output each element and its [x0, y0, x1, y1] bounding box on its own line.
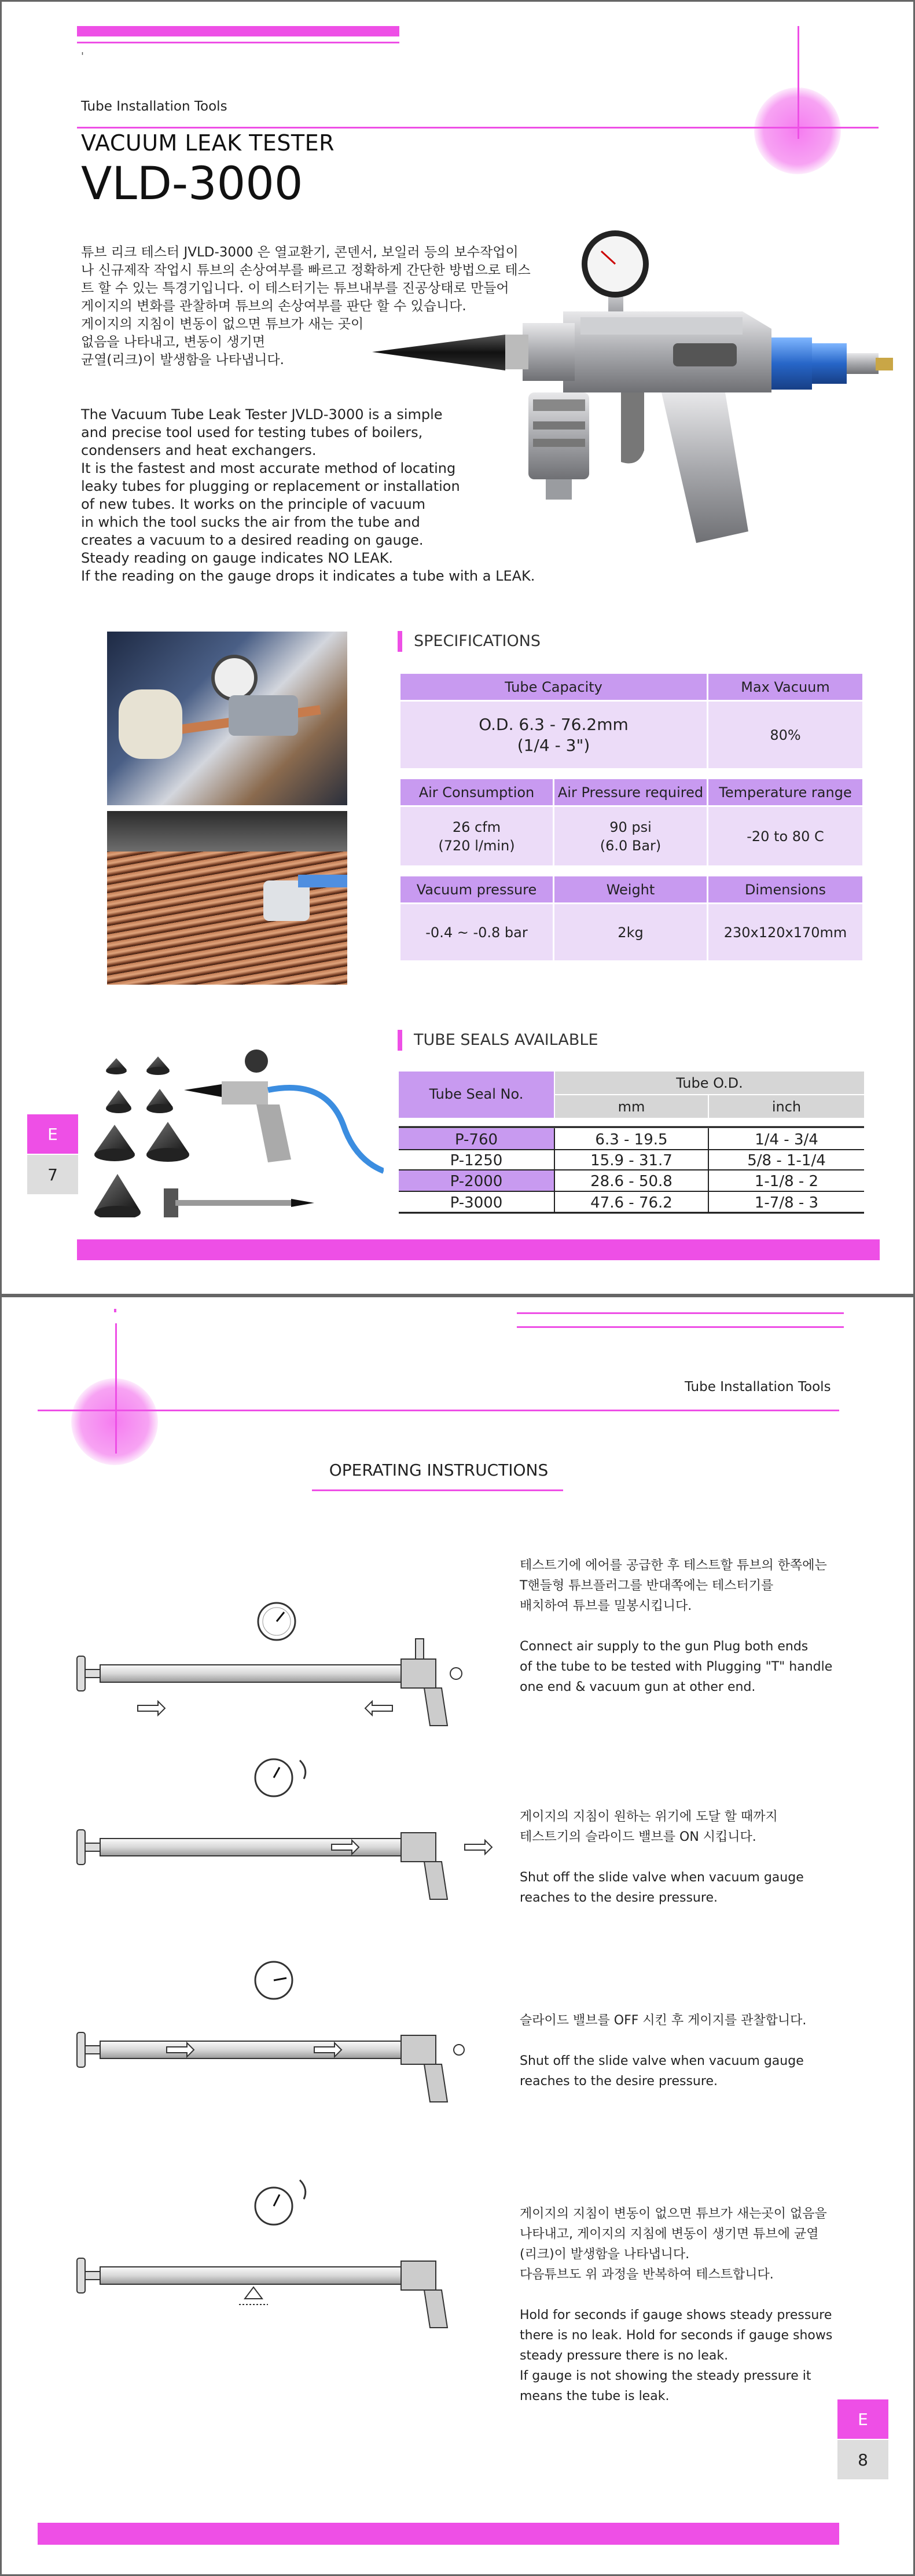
seal-row-2-mm: 15.9 - 31.7 — [590, 1152, 673, 1169]
seal-row-1-no: P-760 — [454, 1131, 498, 1148]
seal-row-2-inch: 5/8 - 1-1/4 — [747, 1152, 826, 1169]
pink-glow-ornament — [71, 1378, 158, 1465]
top-tick-mark — [114, 1309, 116, 1312]
vacuum-pressure-label: Vacuum pressure — [400, 876, 554, 904]
seal-row-2-no: P-1250 — [450, 1152, 503, 1169]
temperature-range-value: -20 to 80 C — [708, 806, 863, 867]
step-4-text: 게이지의 지침이 변동이 없으면 튜브가 새는곳이 없음을 나타내고, 게이지의 지침에 변동이 생기면 튜브에 균열 (리크)이 발생함을 나타냅니다. 다음튜브도 위 과정을 반복하여 테스트합니다. Hold for seconds if gauge shows steady pressure there is no leak. Hold for seconds if gauge shows steady pressure there is no leak. If gauge is not showing the steady pressure it means the tube is leak. — [520, 2207, 833, 2403]
product-subtitle: VACUUM LEAK TESTER — [81, 130, 335, 156]
step-4-diagram — [77, 2180, 447, 2328]
seal-row-1-mm: 6.3 - 19.5 — [595, 1131, 668, 1148]
photo-tube-bundle — [107, 811, 347, 985]
air-pressure-label: Air Pressure required — [554, 779, 708, 806]
page-number: 7 — [27, 1155, 78, 1194]
header-accent-bar — [77, 26, 399, 36]
step-2-text: 게이지의 지침이 원하는 위기에 도달 할 때까지 테스트기의 슬라이드 밸브를 ON 시킵니다. Shut off the slide valve when vacuum gauge reaches to the desire pressure. — [520, 1810, 804, 1905]
inch-header: inch — [771, 1099, 802, 1115]
dimensions-value: 230x120x170mm — [708, 904, 863, 962]
specifications-table — [399, 672, 864, 962]
photo-tester-in-use — [107, 632, 347, 805]
temperature-range-label: Temperature range — [708, 779, 863, 806]
air-consumption-label: Air Consumption — [400, 779, 554, 806]
seal-row-1-inch: 1/4 - 3/4 — [755, 1131, 818, 1148]
header-accent-line-lower — [517, 1326, 844, 1328]
korean-description: 튜브 리크 테스터 JVLD-3000 은 열교환기, 콘덴서, 보일러 등의 보수작업이 나 신규제작 작업시 튜브의 손상여부를 빠르고 정확하게 간단한 방법으로 테스 트 할 수 있는 특경기입니다. 이 테스터기는 튜브내부를 진공상태로 만들어 게이지의 변화를 관찰하며 튜브의 손상여부를 판단 할 수 있습니다. 게이지의 지침이 변동이 없으면 튜브가 새는 곳이 없음을 나타내고, 변동이 생기면 균열(리크)이 발생함을 나타냅니다. — [81, 245, 531, 368]
step-3-diagram — [77, 1962, 464, 2102]
seal-no-header: Tube Seal No. — [429, 1086, 524, 1102]
dimensions-label: Dimensions — [708, 876, 863, 904]
weight-label: Weight — [554, 876, 708, 904]
seal-row-4-no: P-3000 — [450, 1194, 503, 1212]
category-label: Tube Installation Tools — [81, 99, 227, 114]
seal-row-3-no: P-2000 — [450, 1173, 503, 1190]
header-accent-line — [77, 42, 399, 43]
tube-seals-photo — [83, 1044, 384, 1217]
mm-header: mm — [618, 1099, 645, 1115]
tube-capacity-value: O.D. 6.3 - 76.2mm (1/4 - 3") — [400, 701, 708, 769]
step-3-text: 슬라이드 밸브를 OFF 시킨 후 게이지를 관찰합니다. Shut off the slide valve when vacuum gauge reaches to the desire pressure. — [520, 2013, 807, 2089]
footer-accent-bar — [77, 1239, 880, 1260]
product-model: VLD-3000 — [81, 158, 303, 210]
english-description: The Vacuum Tube Leak Tester JVLD-3000 is a simple and precise tool used for testing tubes of boilers, condensers and heat exchangers. It is the fastest and most accurate method of locating leaky tubes for plugging or replacement or installation of new tubes. It works on the principle of vacuum in which the tool sucks the air from the tube and creates a vacuum to a desired reading on gauge. Steady reading on gauge indicates NO LEAK. If the reading on the gauge drops it indicates a tube with a LEAK. — [81, 406, 535, 584]
catalog-page-8 — [0, 1296, 915, 2576]
operating-instructions-title: OPERATING INSTRUCTIONS — [329, 1461, 549, 1480]
specifications-heading: SPECIFICATIONS — [414, 632, 541, 650]
vacuum-gun-illustration — [372, 219, 910, 555]
step-1-diagram — [77, 1603, 462, 1726]
category-label: Tube Installation Tools — [685, 1379, 831, 1395]
air-consumption-value: 26 cfm (720 l/min) — [400, 806, 554, 867]
header-rule — [38, 1410, 839, 1411]
vertical-ornament-line — [115, 1323, 117, 1454]
tube-seals-heading: TUBE SEALS AVAILABLE — [414, 1031, 598, 1049]
header-dot: ' — [81, 50, 84, 63]
page-number: 8 — [837, 2440, 888, 2479]
seal-row-3-inch: 1-1/8 - 2 — [754, 1173, 819, 1190]
tube-capacity-label: Tube Capacity — [400, 673, 708, 701]
procedure-illustrations — [71, 1552, 499, 2501]
seal-row-4-inch: 1-7/8 - 3 — [754, 1194, 819, 1212]
header-rule — [77, 127, 879, 129]
seal-row-4-mm: 47.6 - 76.2 — [590, 1194, 673, 1212]
vertical-ornament-line — [798, 26, 799, 139]
tube-od-header: Tube O.D. — [676, 1075, 743, 1091]
header-accent-line — [517, 1312, 844, 1314]
section-tab-letter: E — [837, 2399, 888, 2439]
specifications-marker — [398, 631, 402, 652]
step-2-diagram — [77, 1759, 492, 1899]
max-vacuum-label: Max Vacuum — [708, 673, 863, 701]
step-1-text: 테스트기에 에어를 공급한 후 테스트할 튜브의 한쪽에는 T핸들형 튜브플러그를 반대쪽에는 테스터기를 배치하여 튜브를 밀봉시킵니다. Connect air supply to the gun Plug both ends of the tube to be tested with Plugging "T" handle one end & vacuum gun at other end. — [520, 1558, 833, 1694]
footer-accent-bar — [38, 2523, 839, 2545]
tube-seals-table — [399, 1072, 864, 1219]
vacuum-pressure-value: -0.4 ~ -0.8 bar — [400, 904, 554, 962]
title-underline — [312, 1489, 563, 1491]
air-pressure-value: 90 psi (6.0 Bar) — [554, 806, 708, 867]
section-tab-letter: E — [27, 1114, 78, 1154]
weight-value: 2kg — [554, 904, 708, 962]
seal-row-3-mm: 28.6 - 50.8 — [590, 1173, 673, 1190]
tube-seals-marker — [398, 1030, 402, 1051]
max-vacuum-value: 80% — [708, 701, 863, 769]
